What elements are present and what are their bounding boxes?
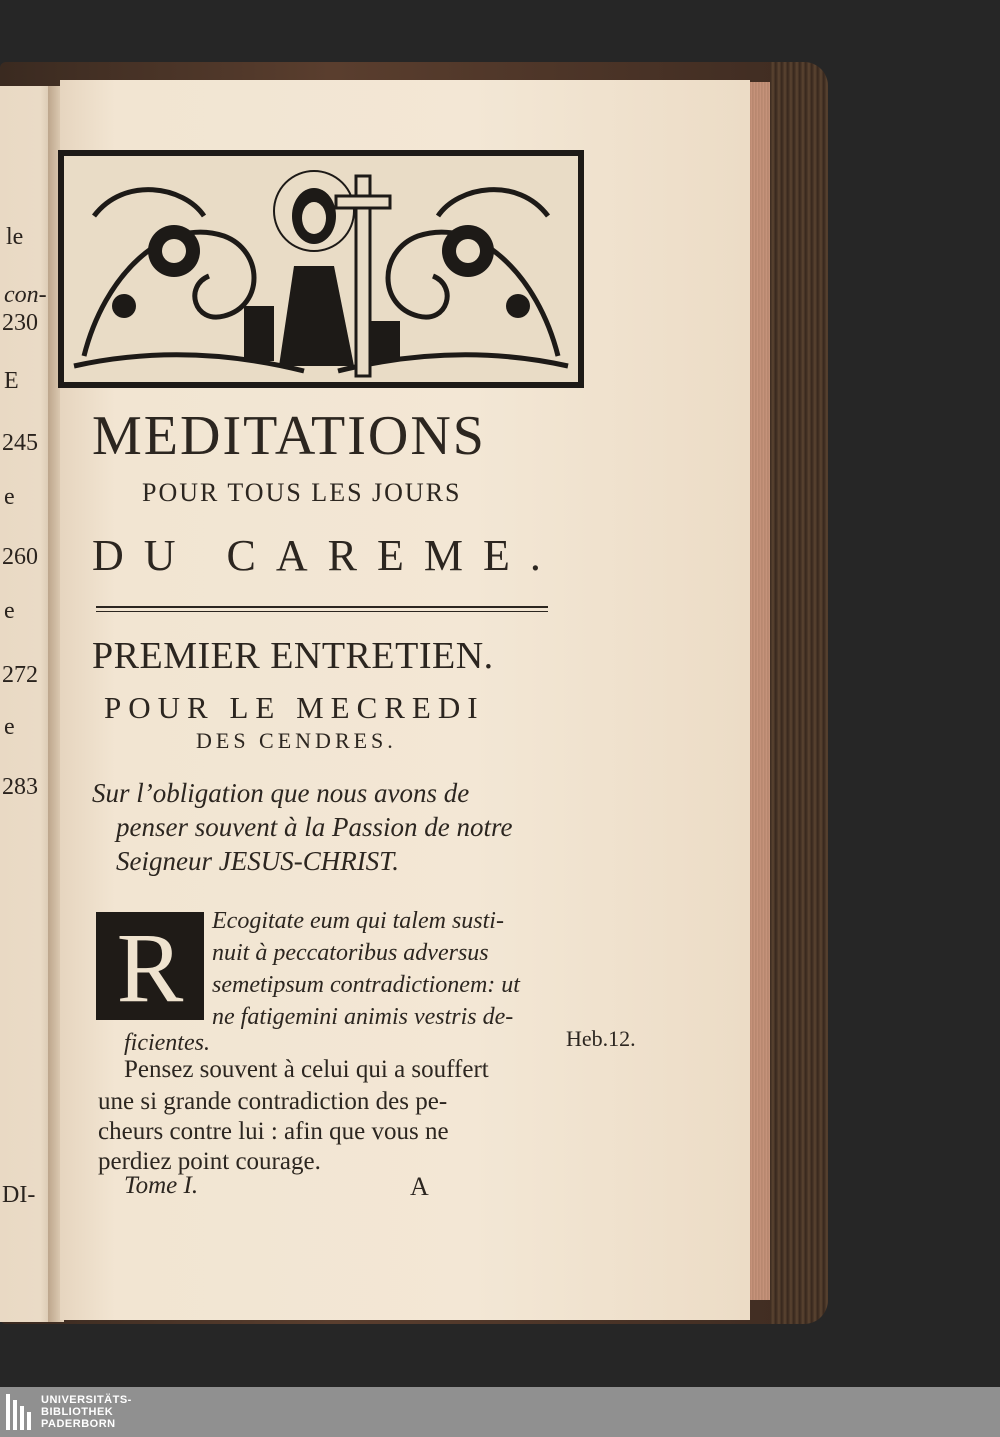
left-margin-line: le <box>6 224 24 250</box>
section-subheading-2: DES CENDRES. <box>196 728 397 753</box>
dropcap <box>96 912 204 1023</box>
left-margin-line: 230 <box>2 310 38 336</box>
argument-line: penser souvent à la Passion de notre <box>116 812 513 842</box>
latin-line: Ecogitate eum qui talem susti- <box>212 908 504 934</box>
left-margin-line: e <box>4 598 15 624</box>
page-title: MEDITATIONS <box>92 405 486 467</box>
section-heading: PREMIER ENTRETIEN. <box>92 635 494 677</box>
left-margin-line: DI- <box>2 1182 36 1208</box>
latin-line: semetipsum contradictionem: ut <box>212 972 520 998</box>
latin-line: nuit à peccatoribus adversus <box>212 940 489 966</box>
dropcap-letter: R <box>116 912 184 1023</box>
latin-line: ne fatigemini animis vestris de- <box>212 1004 514 1030</box>
book-spine-edge <box>770 62 828 1324</box>
left-margin-line: E <box>4 368 19 394</box>
subtitle-line-2: DU CAREME. <box>92 531 561 580</box>
left-margin-line: 245 <box>2 430 38 456</box>
argument-line: Seigneur JESUS-CHRIST. <box>116 846 399 876</box>
body-line: perdiez point courage. <box>98 1148 321 1175</box>
library-name <box>41 1394 132 1430</box>
body-line: une si grande contradiction des pe- <box>98 1088 448 1115</box>
left-margin-line: 260 <box>2 544 38 570</box>
divider-rule <box>96 606 548 608</box>
body-line: cheurs contre lui : afin que vous ne <box>98 1118 449 1145</box>
left-margin-line: con- <box>4 282 47 308</box>
library-footer <box>0 1387 1000 1437</box>
section-subheading: POUR LE MECREDI <box>104 690 485 725</box>
argument-line: Sur l’obligation que nous avons de <box>92 778 470 808</box>
subtitle-line-1: POUR TOUS LES JOURS <box>142 478 462 507</box>
divider-rule-thin <box>96 611 548 612</box>
library-name-line-1: UNIVERSITÄTS- <box>41 1394 132 1406</box>
left-margin-line: e <box>4 484 15 510</box>
signature-mark: A <box>410 1172 429 1201</box>
woodcut-headpiece <box>58 150 584 388</box>
volume-marker: Tome I. <box>124 1172 199 1199</box>
left-margin-line: e <box>4 714 15 740</box>
library-name-line-2: BIBLIOTHEK <box>41 1406 114 1418</box>
left-margin-line: 283 <box>2 774 38 800</box>
ornament-illustration-icon <box>64 156 578 382</box>
margin-reference: Heb.12. <box>566 1026 636 1051</box>
library-logo-icon <box>6 1394 31 1430</box>
library-name-line-3: PADERBORN <box>41 1418 116 1430</box>
body-line: Pensez souvent à celui qui a souffert <box>124 1056 489 1083</box>
left-margin-line: 272 <box>2 662 38 688</box>
latin-line: ficientes. <box>124 1030 210 1056</box>
